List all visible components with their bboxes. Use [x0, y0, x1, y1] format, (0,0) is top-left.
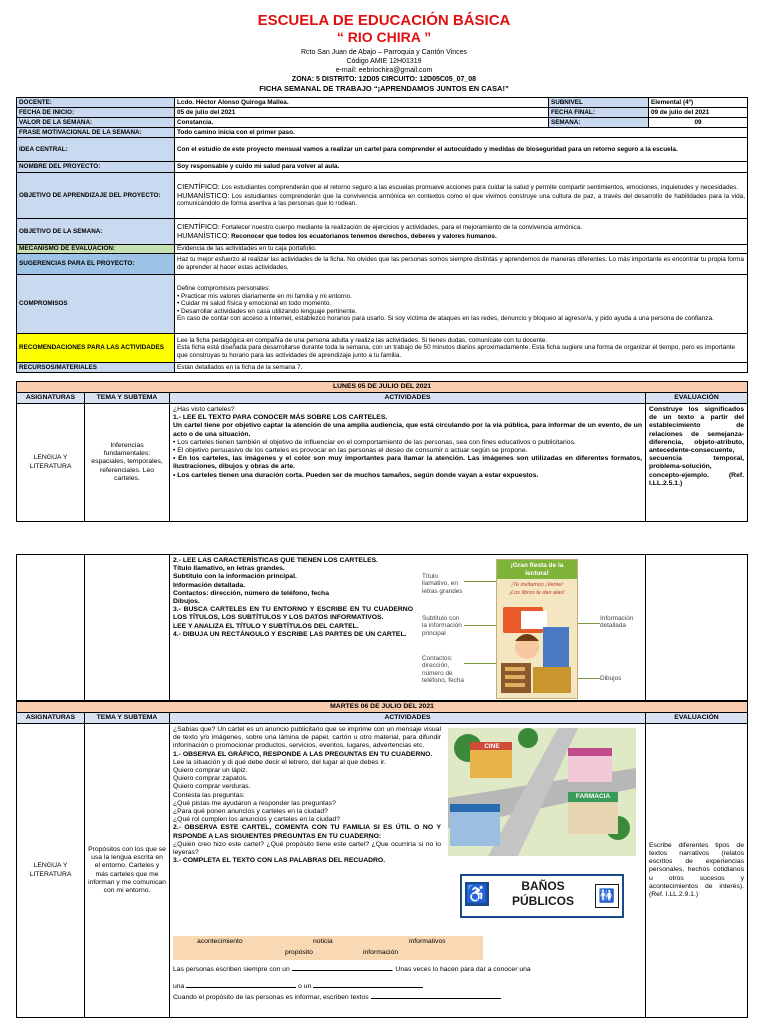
mecanismo-value: Evidencia de las actividades en tu caja portafolio.: [175, 245, 748, 254]
obj-proyecto-h-text: Los estudiantes comprenderán que la convivencia armónica en contextos como el que vivimos construye una cultura de paz, a través del desarrollo de habilidades para la vida, comunicándolo de forma asertiva a las personas que lo rodean.: [177, 192, 745, 208]
act-line: • El objetivo persuasivo de los carteles es provocar en las personas el deseo de consumir o actuar según se propone.: [173, 447, 528, 455]
day2-tema: Propósitos con los que se usa la lengua escrita en el entorno. Carteles y más carteles que me informan y me comunican con mi entorno.: [85, 724, 170, 1018]
word-chip: acontecimiento: [197, 938, 243, 945]
sign-cine: CINE: [484, 743, 500, 750]
act-line: 2.- LEE LAS CARACTERÍSTICAS QUE TIENEN LOS CARTELES.: [173, 557, 379, 564]
poster-diagram: [422, 559, 642, 697]
school-name: ESCUELA DE EDUCACIÓN BÁSICA: [257, 12, 511, 29]
col-actividades: ACTIVIDADES: [170, 713, 646, 724]
col-tema: TEMA Y SUBTEMA: [85, 713, 170, 724]
fill-text-2: . Unas veces lo hacen para dar a conocer una: [391, 966, 531, 973]
act-line: 1.- LEE EL TEXTO PARA CONOCER MÁS SOBRE LOS CARTELES.: [173, 414, 388, 422]
day2-text: [173, 726, 441, 865]
idea-value: Con el estudio de este proyecto mensual vamos a realizar un cartel para comprender el autocuidado y medidas de bioseguridad para un retorno seguro a la escuela.: [175, 138, 748, 162]
school-address: Rcto San Juan de Abajo – Parroquia y Cantón Vinces: [300, 49, 468, 56]
compromisos-value: [175, 275, 748, 334]
compromiso-line: • Cuidar mi salud física y emocional en todo momento.: [177, 300, 332, 308]
label-titulo: Título llamativo, en letras grandes: [422, 573, 463, 595]
fill-text-5: Cuando el propósito de las personas es informar, escriben textos: [173, 994, 369, 1001]
final-label: FECHA FINAL:: [549, 108, 649, 118]
act-line: Contesta las preguntas:: [173, 791, 245, 799]
fill-line-1: [173, 965, 639, 974]
blank-3[interactable]: [313, 987, 423, 988]
word-box: [173, 936, 483, 960]
frase-label: FRASE MOTIVACIONAL DE LA SEMANA:: [17, 128, 175, 138]
info-table: [16, 97, 748, 373]
day1-cont-tema: [85, 555, 170, 701]
obj-semana-label: OBJETIVO DE LA SEMANA:: [17, 219, 175, 245]
obj-proyecto-c-text: Los estudiantes comprenderán que el retorno seguro a las escuelas promueve acciones para cuidar la salud y permite compartir sentimientos, emociones, inquietudes y necesidades.: [221, 184, 739, 192]
page-gap: [0, 530, 768, 552]
semana-label: SEMANA:: [549, 118, 649, 128]
day1-cont-text: [173, 557, 413, 639]
word-chip: información: [363, 949, 399, 956]
fill-text-1: Las personas escriben siempre con un: [173, 966, 290, 973]
blank-4[interactable]: [371, 998, 501, 999]
sign-farmacia: FARMACIA: [575, 793, 611, 800]
wheelchair-icon: ♿: [465, 884, 489, 904]
subnivel-label: SUBNIVEL: [549, 98, 649, 108]
ficha-title: FICHA SEMANAL DE TRABAJO “¡APRENDAMOS JUNTOS EN CASA!”: [259, 84, 509, 93]
act-line: 1.- OBSERVA EL GRÁFICO, RESPONDE A LAS PREGUNTAS EN TU CUADERNO.: [173, 750, 433, 758]
act-line: • En los carteles, las imágenes y el color son muy importantes para llamar la atención. Las imágenes son utilizadas en diferentes formatos, ilustraciones, dibujos y obras de arte.: [173, 455, 642, 471]
recomendacion-line: Lee la ficha pedagógica en compañía de una persona adulta y realiza las actividades. Si tienes dudas, comunícate con tu docente.: [177, 336, 548, 344]
school-name-2: “ RIO CHIRA ”: [336, 29, 432, 45]
label-contactos: Contactos: dirección, número de teléfono, fecha: [422, 655, 464, 685]
blank-1[interactable]: [292, 970, 392, 971]
poster-illustration: [497, 597, 575, 697]
compromiso-line: • Practicar mis valores diariamente en mi familia y mi entorno.: [177, 292, 352, 300]
day1-cont-eval: [646, 555, 748, 701]
recomendaciones-value: [175, 334, 748, 363]
day1-cont-table: [16, 554, 748, 701]
banos-line2: PÚBLICOS: [511, 894, 574, 908]
day1-evaluacion: Construye los significados de un texto a partir del establecimiento de relaciones de semejanza-diferencia, objeto-atributo, antecedente-consecuente, secuencia temporal, problema-solución, concepto-ejemplo. (Ref. I.LL.2.5.1.): [646, 404, 748, 522]
mecanismo-label: MECANISMO DE EVALUACIÓN:: [17, 245, 175, 254]
word-chip: noticia: [313, 938, 333, 945]
obj-semana-h-text: Reconocer que todos los ecuatorianos tenemos derechos, deberes y valores humanos.: [231, 232, 497, 240]
banos-line1: BAÑOS: [521, 879, 565, 893]
compromisos-label: COMPROMISOS: [17, 275, 175, 334]
fill-line-3: [173, 993, 639, 1002]
act-line: Quiero comprar verduras.: [173, 783, 251, 791]
day1-table: [16, 381, 748, 522]
docente-value: Lcdo. Héctor Alonso Quiroga Mallea.: [175, 98, 549, 108]
act-line: ¿Sabías que? Un cartel es un anuncio publicitario que se imprime con un mensaje visual de texto y/o imágenes, sobre una lámina de papel, cartón u otro material, para difundir información o promocionar productos, servicios, eventos, lugares, advertencias etc.: [173, 726, 441, 750]
act-line: ¿Quién creo hizo este cartel? ¿Qué propósito tiene este cartel? ¿Que ocurriría si no lo leyeras?: [173, 840, 441, 857]
day2-title: MARTES 06 DE JULIO DEL 2021: [17, 702, 748, 713]
school-amie: Código AMIE 12H01319: [346, 58, 422, 65]
day1-title: LUNES 05 DE JULIO DEL 2021: [17, 382, 748, 393]
proyecto-label: NOMBRE DEL PROYECTO:: [17, 162, 175, 173]
fill-text-4: o un: [298, 983, 312, 990]
col-evaluacion: EVALUACIÓN: [646, 713, 748, 724]
col-evaluacion: EVALUACIÓN: [646, 393, 748, 404]
obj-semana-h-title: HUMANÍSTICO:: [177, 230, 230, 240]
act-line: Contactos: dirección, número de teléfono, fecha: [173, 589, 329, 597]
poster-title: ¡Gran fiesta de la lectura!: [497, 560, 577, 579]
day1-cont-asig: [17, 555, 85, 701]
act-line: ¿Qué rol cumplen los anuncios y carteles en la ciudad?: [173, 816, 340, 824]
day1-cont-actividades: [170, 555, 646, 701]
idea-label: IDEA CENTRAL:: [17, 138, 175, 162]
poster-subtitle: ¡Te invitamos ¡Vente!: [511, 582, 563, 588]
recursos-label: RECURSOS/MATERIALES: [17, 363, 175, 373]
word-chip: informativos: [409, 938, 446, 945]
act-line: Lee la situación y di qué debe decir el letrero, del lugar al que debes ir.: [173, 758, 386, 766]
act-line: Dibujos.: [173, 598, 200, 606]
day2-table: [16, 701, 748, 1018]
valor-label: VALOR DE LA SEMANA:: [17, 118, 175, 128]
school-header: [0, 0, 768, 94]
act-line: Subtítulo con la información principal.: [173, 573, 297, 581]
final-value: 09 de julio del 2021: [649, 108, 748, 118]
act-line: 4.- DIBUJA UN RECTÁNGULO Y ESCRIBE LAS PARTES DE UN CARTEL.: [173, 630, 407, 638]
compromiso-line: Define compromisos personales:: [177, 285, 271, 293]
day2-evaluacion: Escribe diferentes tipos de textos narrativos (relatos escritos de experiencias personales, hechos cotidianos u otros sucesos y acontecimientos de interés). (Ref. I.LL.2.9.1.): [646, 724, 748, 1018]
day1-asignatura: LENGUA Y LITERATURA: [17, 404, 85, 522]
col-tema: TEMA Y SUBTEMA: [85, 393, 170, 404]
act-line: Quiero comprar zapatos.: [173, 775, 248, 783]
school-email: e-mail: eebriochira@gmail.com: [335, 67, 433, 74]
obj-proyecto-c-title: CIENTÍFICO:: [177, 182, 220, 192]
act-line: Información detallada.: [173, 581, 246, 589]
arrow-line: [464, 581, 496, 582]
recomendacion-line: Esta ficha está diseñada para desarrollarse durante toda la semana, con un trabajo de 50 minutos diarios aproximadamente. Esta ficha sugiere una forma de organizar el tiempo, pero es importante que construyas tu horario para las actividades de aprendizaje junto a tu familia.: [177, 344, 736, 359]
day1-actividades: [170, 404, 646, 522]
banos-sign: [460, 874, 624, 918]
school-zone: ZONA: 5 DISTRITO: 12D05 CIRCUITO: 12D05C05_07_08: [291, 76, 477, 83]
fill-in-text: [173, 965, 639, 1002]
day2-actividades: [170, 724, 646, 1018]
compromiso-line: En caso de contar con acceso a Internet, establezco horarios para usarlo. Si soy víctima de ataques en las redes, denuncio y bloqueo al agresor/a, y pido ayuda a una persona de confianza.: [177, 315, 714, 323]
inicio-label: FECHA DE INICIO:: [17, 108, 175, 118]
obj-semana-c-title: CIENTÍFICO:: [177, 221, 220, 231]
act-line: ¿Para qué ponen anuncios y carteles en la ciudad?: [173, 808, 328, 816]
frase-value: Todo camino inicia con el primer paso.: [175, 128, 748, 138]
label-subtitulo: Subtítulo con la información principal: [422, 615, 462, 637]
act-line: 3.- BUSCA CARTELES EN TU ENTORNO Y ESCRIBE EN TU CUADERNO LOS TÍTULOS, LOS SUBTÍTULOS Y LOS DATOS INFORMATIVOS.: [173, 606, 413, 622]
proyecto-value: Soy responsable y cuido mi salud para volver al aula.: [175, 162, 748, 173]
act-line: LEE Y ANALIZA EL TÍTULO Y SUBTÍTULOS DEL CARTEL.: [173, 622, 359, 630]
sugerencias-value: Haz tu mejor esfuerzo al realizar las actividades de la ficha. No olvides que las personas somos siempre distintas y aprendemos de maneras diferentes. Lo más importante es encontrar tu propia forma de aprender al hacer estas actividades.: [175, 254, 748, 275]
act-line: ¿Has visto carteles?: [173, 406, 235, 413]
day1-tema: Inferencias fundamentales: espaciales, temporales, referenciales. Leo carteles.: [85, 404, 170, 522]
subnivel-value: Elemental (4º): [649, 98, 748, 108]
obj-proyecto-h-title: HUMANÍSTICO:: [177, 190, 230, 200]
fill-text-3: una: [173, 983, 185, 990]
semana-value: 09: [649, 118, 748, 128]
act-line: Un cartel tiene por objetivo captar la atención de una amplia audiencia, que está circulando por la vía pública, para informar de un evento, de un acto o de una situación.: [173, 422, 642, 438]
col-asignaturas: ASIGNATURAS: [17, 393, 85, 404]
poster-subtitle-2: ¡Los libros te dan alas!: [509, 590, 565, 597]
restroom-icon: 🚻: [595, 884, 619, 908]
act-line: 3.- COMPLETA EL TEXTO CON LAS PALABRAS DEL RECUADRO.: [173, 857, 386, 865]
obj-proyecto-value: [175, 173, 748, 219]
col-asignaturas: ASIGNATURAS: [17, 713, 85, 724]
word-chip: propósito: [285, 949, 313, 956]
recomendaciones-label: RECOMENDACIONES PARA LAS ACTIVIDADES: [17, 334, 175, 363]
fill-line-2: [173, 982, 639, 991]
label-dibujos: Dibujos: [600, 675, 622, 682]
obj-proyecto-label: OBJETIVO DE APRENDIZAJE DEL PROYECTO:: [17, 173, 175, 219]
obj-semana-value: [175, 219, 748, 245]
act-line: Quiero comprar un lápiz.: [173, 767, 248, 775]
act-line: 2.- OBSERVA ESTE CARTEL, COMENTA CON TU FAMILIA SI ES ÚTIL O NO Y RSPONDE A LAS SIGUIENTES PREGUNTAS EN TU CUADERNO:: [173, 824, 441, 840]
act-line: • Los carteles tienen una duración corta. Pueden ser de muchos tamaños, según donde vayan a estar expuestos.: [173, 471, 539, 479]
valor-value: Constancia.: [175, 118, 549, 128]
col-actividades: ACTIVIDADES: [170, 393, 646, 404]
inicio-value: 05 de julio del 2021: [175, 108, 549, 118]
docente-label: DOCENTE:: [17, 98, 175, 108]
obj-semana-c-text: Fortalecer nuestro cuerpo mediante la realización de ejercicios y actividades, para el mejoramiento de la convivencia armónica.: [221, 223, 583, 231]
day2-asignatura: LENGUA Y LITERATURA: [17, 724, 85, 1018]
compromiso-line: • Desarrollar actividades en casa utilizando lenguaje pertinente.: [177, 307, 357, 315]
act-line: ¿Qué pistas me ayudaron a responder las preguntas?: [173, 799, 336, 807]
blank-2[interactable]: [186, 987, 296, 988]
poster-image: [496, 559, 578, 699]
sugerencias-label: SUGERENCIAS PARA EL PROYECTO:: [17, 254, 175, 275]
act-line: • Los carteles tienen también el objetivo de influenciar en el comportamiento de las personas, sea con fines educativos o publicitarios.: [173, 438, 576, 446]
recursos-value: Están detallados en la ficha de la semana 7.: [175, 363, 748, 373]
label-informacion: Información detallada: [600, 615, 634, 630]
act-line: Título llamativo, en letras grandes.: [173, 565, 285, 573]
